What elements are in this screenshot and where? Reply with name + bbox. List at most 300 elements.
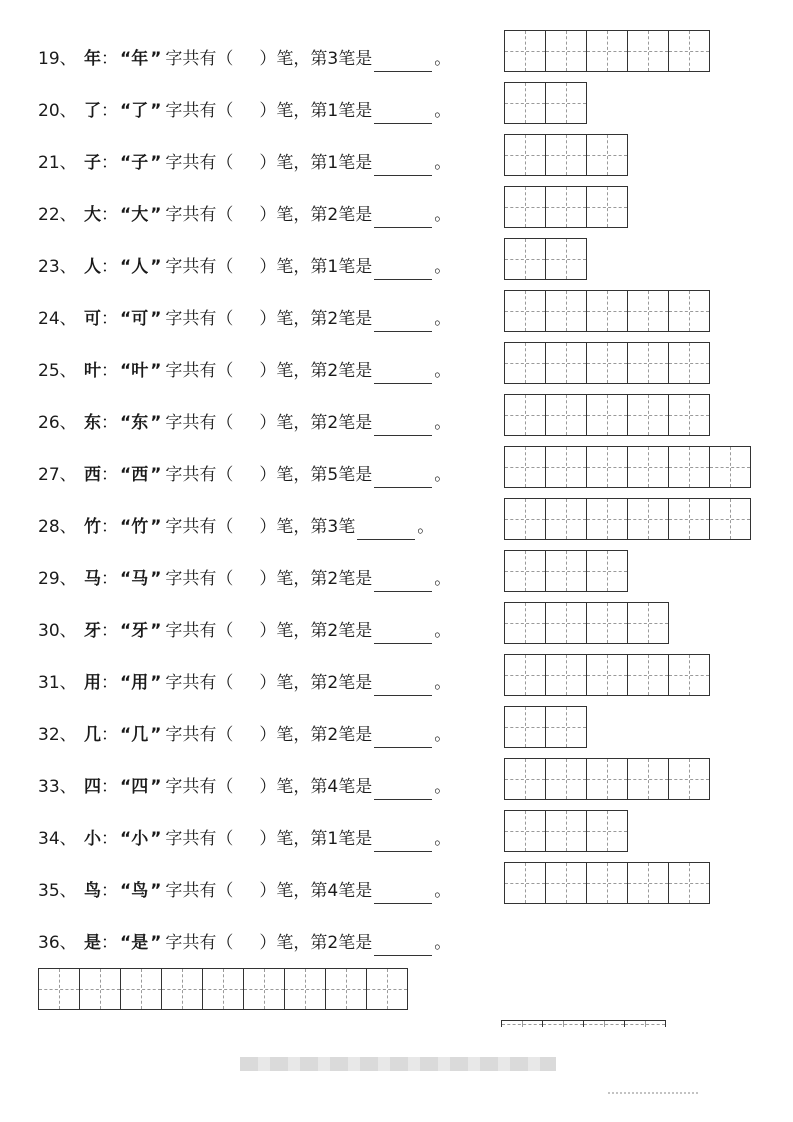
question-number: 22、 — [38, 205, 77, 225]
question-row — [38, 618, 451, 644]
period: 。 — [434, 101, 452, 121]
stroke-answer-blank[interactable] — [374, 625, 432, 644]
open-quote: “ — [120, 49, 132, 69]
question-row — [38, 306, 451, 332]
colon: ： — [101, 725, 118, 745]
period: 。 — [434, 413, 452, 433]
grid-cell[interactable] — [505, 655, 546, 695]
grid-cell[interactable] — [669, 499, 710, 539]
close-quote: ” — [150, 205, 162, 225]
stroke-answer-blank[interactable] — [374, 417, 432, 436]
quoted-character: 可 — [131, 309, 149, 329]
grid-cell[interactable] — [244, 969, 285, 1009]
open-quote: “ — [120, 309, 132, 329]
grid-cell[interactable] — [326, 969, 367, 1009]
colon: ： — [101, 257, 118, 277]
open-quote: “ — [120, 257, 132, 277]
open-quote: “ — [120, 673, 132, 693]
question-number: 25、 — [38, 361, 77, 381]
target-character: 竹 — [84, 517, 101, 537]
blurred-footer-watermark — [240, 1057, 556, 1071]
stroke-count-suffix: ）笔， — [259, 933, 311, 953]
grid-cell[interactable] — [587, 603, 628, 643]
cropped-writing-grid — [501, 1020, 666, 1027]
stroke-count-suffix: ）笔， — [259, 257, 311, 277]
open-quote: “ — [120, 101, 132, 121]
grid-cell — [543, 1021, 584, 1027]
stroke-order-prompt: 第3笔是 — [310, 49, 373, 69]
grid-cell[interactable] — [546, 811, 587, 851]
grid-cell[interactable] — [546, 343, 587, 383]
colon: ： — [101, 569, 118, 589]
question-row — [38, 202, 451, 228]
grid-cell[interactable] — [628, 447, 669, 487]
colon: ： — [101, 777, 118, 797]
grid-cell — [584, 1021, 625, 1027]
stroke-count-suffix: ）笔， — [259, 517, 311, 537]
close-quote: ” — [150, 49, 162, 69]
grid-cell[interactable] — [669, 291, 710, 331]
stroke-count-suffix: ）笔， — [259, 205, 311, 225]
stroke-answer-blank[interactable] — [374, 937, 432, 956]
grid-cell[interactable] — [710, 447, 751, 487]
open-quote: “ — [120, 777, 132, 797]
grid-cell[interactable] — [628, 395, 669, 435]
open-quote: “ — [120, 569, 132, 589]
grid-cell[interactable] — [367, 969, 408, 1009]
stroke-count-prompt: 字共有（ — [165, 309, 234, 329]
question-row — [38, 878, 451, 904]
stroke-answer-blank[interactable] — [374, 53, 432, 72]
colon: ： — [101, 465, 118, 485]
stroke-count-prompt: 字共有（ — [165, 465, 234, 485]
open-quote: “ — [120, 361, 132, 381]
writing-grid[interactable] — [504, 394, 710, 436]
stroke-answer-blank[interactable] — [374, 781, 432, 800]
grid-cell[interactable] — [546, 239, 587, 279]
period: 。 — [434, 257, 452, 277]
stroke-count-prompt: 字共有（ — [165, 569, 234, 589]
quoted-character: 西 — [131, 465, 149, 485]
grid-cell[interactable] — [546, 135, 587, 175]
close-quote: ” — [150, 257, 162, 277]
grid-cell[interactable] — [587, 31, 628, 71]
question-number: 31、 — [38, 673, 77, 693]
open-quote: “ — [120, 725, 132, 745]
grid-cell[interactable] — [587, 447, 628, 487]
grid-cell[interactable] — [546, 499, 587, 539]
question-row — [38, 462, 451, 488]
grid-cell[interactable] — [505, 603, 546, 643]
stroke-count-suffix: ）笔， — [259, 673, 311, 693]
grid-cell[interactable] — [505, 239, 546, 279]
grid-cell[interactable] — [587, 759, 628, 799]
period: 。 — [417, 517, 435, 537]
open-quote: “ — [120, 465, 132, 485]
grid-cell[interactable] — [546, 291, 587, 331]
grid-cell[interactable] — [505, 395, 546, 435]
writing-grid[interactable] — [504, 550, 628, 592]
close-quote: ” — [150, 725, 162, 745]
grid-cell[interactable] — [203, 969, 244, 1009]
stroke-order-prompt: 第4笔是 — [310, 777, 373, 797]
period: 。 — [434, 49, 452, 69]
quoted-character: 竹 — [131, 517, 149, 537]
grid-cell[interactable] — [669, 863, 710, 903]
grid-cell[interactable] — [587, 655, 628, 695]
open-quote: “ — [120, 829, 132, 849]
writing-grid[interactable] — [504, 30, 710, 72]
colon: ： — [101, 205, 118, 225]
grid-cell[interactable] — [505, 811, 546, 851]
grid-cell[interactable] — [587, 863, 628, 903]
grid-cell[interactable] — [669, 31, 710, 71]
stroke-answer-blank[interactable] — [357, 521, 415, 540]
close-quote: ” — [150, 517, 162, 537]
question-row — [38, 670, 451, 696]
stroke-order-prompt: 第2笔是 — [310, 621, 373, 641]
stroke-count-prompt: 字共有（ — [165, 829, 234, 849]
question-number: 36、 — [38, 933, 77, 953]
period: 。 — [434, 361, 452, 381]
grid-cell — [625, 1021, 666, 1027]
colon: ： — [101, 621, 118, 641]
target-character: 年 — [84, 49, 101, 69]
stroke-count-suffix: ）笔， — [259, 309, 311, 329]
quoted-character: 人 — [131, 257, 149, 277]
open-quote: “ — [120, 621, 132, 641]
target-character: 大 — [84, 205, 101, 225]
period: 。 — [434, 569, 452, 589]
question-number: 21、 — [38, 153, 77, 173]
grid-cell[interactable] — [546, 707, 587, 747]
question-row — [38, 410, 451, 436]
period: 。 — [434, 829, 452, 849]
stroke-order-prompt: 第2笔是 — [310, 413, 373, 433]
grid-cell[interactable] — [669, 759, 710, 799]
grid-cell[interactable] — [505, 343, 546, 383]
stroke-count-suffix: ）笔， — [259, 881, 311, 901]
grid-cell[interactable] — [546, 655, 587, 695]
stroke-answer-blank[interactable] — [374, 885, 432, 904]
stroke-answer-blank[interactable] — [374, 833, 432, 852]
period: 。 — [434, 309, 452, 329]
close-quote: ” — [150, 153, 162, 173]
writing-grid[interactable] — [38, 968, 408, 1010]
grid-cell[interactable] — [628, 31, 669, 71]
writing-grid[interactable] — [504, 446, 751, 488]
grid-cell[interactable] — [39, 969, 80, 1009]
grid-cell[interactable] — [628, 499, 669, 539]
stroke-count-prompt: 字共有（ — [165, 257, 234, 277]
period: 。 — [434, 673, 452, 693]
grid-cell[interactable] — [628, 343, 669, 383]
target-character: 子 — [84, 153, 101, 173]
grid-cell[interactable] — [505, 863, 546, 903]
grid-cell[interactable] — [505, 135, 546, 175]
stroke-answer-blank[interactable] — [374, 157, 432, 176]
grid-cell[interactable] — [121, 969, 162, 1009]
stroke-count-suffix: ）笔， — [259, 621, 311, 641]
stroke-count-suffix: ）笔， — [259, 829, 311, 849]
stroke-answer-blank[interactable] — [374, 313, 432, 332]
writing-grid[interactable] — [504, 602, 669, 644]
faint-page-mark — [608, 1092, 698, 1102]
stroke-count-suffix: ）笔， — [259, 777, 311, 797]
colon: ： — [101, 49, 118, 69]
close-quote: ” — [150, 413, 162, 433]
stroke-answer-blank[interactable] — [374, 729, 432, 748]
stroke-count-suffix: ）笔， — [259, 49, 311, 69]
stroke-count-prompt: 字共有（ — [165, 933, 234, 953]
grid-cell[interactable] — [505, 291, 546, 331]
target-character: 叶 — [84, 361, 101, 381]
grid-cell[interactable] — [628, 603, 669, 643]
question-number: 24、 — [38, 309, 77, 329]
close-quote: ” — [150, 465, 162, 485]
stroke-count-prompt: 字共有（ — [165, 673, 234, 693]
target-character: 可 — [84, 309, 101, 329]
colon: ： — [101, 101, 118, 121]
quoted-character: 年 — [131, 49, 149, 69]
grid-cell[interactable] — [628, 655, 669, 695]
grid-cell[interactable] — [587, 135, 628, 175]
stroke-answer-blank[interactable] — [374, 365, 432, 384]
question-number: 28、 — [38, 517, 77, 537]
target-character: 几 — [84, 725, 101, 745]
stroke-count-prompt: 字共有（ — [165, 413, 234, 433]
stroke-order-prompt: 第2笔是 — [310, 933, 373, 953]
grid-cell[interactable] — [587, 551, 628, 591]
quoted-character: 马 — [131, 569, 149, 589]
stroke-count-prompt: 字共有（ — [165, 361, 234, 381]
grid-cell[interactable] — [710, 499, 751, 539]
question-row — [38, 358, 451, 384]
grid-cell[interactable] — [587, 811, 628, 851]
open-quote: “ — [120, 881, 132, 901]
stroke-answer-blank[interactable] — [374, 105, 432, 124]
grid-cell[interactable] — [505, 447, 546, 487]
writing-grid[interactable] — [504, 758, 710, 800]
grid-cell[interactable] — [80, 969, 121, 1009]
grid-cell[interactable] — [505, 759, 546, 799]
target-character: 鸟 — [84, 881, 101, 901]
question-number: 32、 — [38, 725, 77, 745]
grid-cell[interactable] — [505, 707, 546, 747]
stroke-order-prompt: 第3笔 — [310, 517, 356, 537]
grid-cell[interactable] — [669, 655, 710, 695]
writing-grid[interactable] — [504, 82, 587, 124]
stroke-order-prompt: 第4笔是 — [310, 881, 373, 901]
quoted-character: 是 — [131, 933, 149, 953]
grid-cell[interactable] — [669, 343, 710, 383]
stroke-order-prompt: 第2笔是 — [310, 569, 373, 589]
period: 。 — [434, 933, 452, 953]
stroke-answer-blank[interactable] — [374, 469, 432, 488]
close-quote: ” — [150, 673, 162, 693]
grid-cell[interactable] — [587, 395, 628, 435]
grid-cell[interactable] — [505, 83, 546, 123]
question-number: 33、 — [38, 777, 77, 797]
grid-cell[interactable] — [546, 83, 587, 123]
target-character: 是 — [84, 933, 101, 953]
quoted-character: 小 — [131, 829, 149, 849]
quoted-character: 鸟 — [131, 881, 149, 901]
period: 。 — [434, 621, 452, 641]
colon: ： — [101, 517, 118, 537]
grid-cell[interactable] — [505, 31, 546, 71]
stroke-count-suffix: ）笔， — [259, 101, 311, 121]
grid-cell[interactable] — [546, 447, 587, 487]
writing-grid[interactable] — [504, 498, 751, 540]
stroke-count-prompt: 字共有（ — [165, 881, 234, 901]
grid-cell[interactable] — [546, 551, 587, 591]
close-quote: ” — [150, 829, 162, 849]
question-number: 27、 — [38, 465, 77, 485]
stroke-count-prompt: 字共有（ — [165, 205, 234, 225]
stroke-count-suffix: ）笔， — [259, 465, 311, 485]
question-number: 35、 — [38, 881, 77, 901]
close-quote: ” — [150, 101, 162, 121]
stroke-order-prompt: 第2笔是 — [310, 725, 373, 745]
target-character: 牙 — [84, 621, 101, 641]
grid-cell[interactable] — [505, 499, 546, 539]
quoted-character: 东 — [131, 413, 149, 433]
grid-cell — [502, 1021, 543, 1027]
grid-cell[interactable] — [628, 291, 669, 331]
target-character: 四 — [84, 777, 101, 797]
stroke-order-prompt: 第1笔是 — [310, 829, 373, 849]
question-row — [38, 722, 451, 748]
colon: ： — [101, 673, 118, 693]
question-number: 29、 — [38, 569, 77, 589]
writing-grid[interactable] — [504, 134, 628, 176]
stroke-count-prompt: 字共有（ — [165, 777, 234, 797]
stroke-count-suffix: ）笔， — [259, 153, 311, 173]
question-number: 19、 — [38, 49, 77, 69]
grid-cell[interactable] — [587, 291, 628, 331]
stroke-count-prompt: 字共有（ — [165, 49, 234, 69]
quoted-character: 几 — [131, 725, 149, 745]
target-character: 了 — [84, 101, 101, 121]
grid-cell[interactable] — [587, 187, 628, 227]
target-character: 人 — [84, 257, 101, 277]
stroke-count-prompt: 字共有（ — [165, 621, 234, 641]
colon: ： — [101, 153, 118, 173]
question-row — [38, 150, 451, 176]
question-row — [38, 254, 451, 280]
period: 。 — [434, 777, 452, 797]
grid-cell[interactable] — [587, 343, 628, 383]
quoted-character: 叶 — [131, 361, 149, 381]
colon: ： — [101, 361, 118, 381]
open-quote: “ — [120, 413, 132, 433]
quoted-character: 牙 — [131, 621, 149, 641]
quoted-character: 用 — [131, 673, 149, 693]
question-number: 30、 — [38, 621, 77, 641]
target-character: 西 — [84, 465, 101, 485]
writing-grid[interactable] — [504, 862, 710, 904]
question-number: 26、 — [38, 413, 77, 433]
grid-cell[interactable] — [587, 499, 628, 539]
stroke-order-prompt: 第2笔是 — [310, 361, 373, 381]
target-character: 小 — [84, 829, 101, 849]
period: 。 — [434, 465, 452, 485]
writing-grid[interactable] — [504, 654, 710, 696]
writing-grid[interactable] — [504, 238, 587, 280]
writing-grid[interactable] — [504, 810, 628, 852]
stroke-answer-blank[interactable] — [374, 209, 432, 228]
question-row — [38, 46, 451, 72]
grid-cell[interactable] — [505, 187, 546, 227]
grid-cell[interactable] — [669, 395, 710, 435]
grid-cell[interactable] — [669, 447, 710, 487]
grid-cell[interactable] — [546, 187, 587, 227]
quoted-character: 子 — [131, 153, 149, 173]
question-row — [38, 566, 451, 592]
grid-cell[interactable] — [546, 395, 587, 435]
writing-grid[interactable] — [504, 186, 628, 228]
stroke-count-prompt: 字共有（ — [165, 517, 234, 537]
stroke-answer-blank[interactable] — [374, 261, 432, 280]
grid-cell[interactable] — [628, 863, 669, 903]
stroke-order-prompt: 第2笔是 — [310, 673, 373, 693]
target-character: 马 — [84, 569, 101, 589]
stroke-count-suffix: ）笔， — [259, 361, 311, 381]
grid-cell[interactable] — [546, 863, 587, 903]
close-quote: ” — [150, 569, 162, 589]
question-row — [38, 98, 451, 124]
question-row — [38, 826, 451, 852]
colon: ： — [101, 309, 118, 329]
grid-cell[interactable] — [162, 969, 203, 1009]
stroke-order-prompt: 第1笔是 — [310, 257, 373, 277]
quoted-character: 四 — [131, 777, 149, 797]
target-character: 东 — [84, 413, 101, 433]
stroke-order-prompt: 第1笔是 — [310, 101, 373, 121]
colon: ： — [101, 413, 118, 433]
close-quote: ” — [150, 933, 162, 953]
grid-cell[interactable] — [546, 759, 587, 799]
question-row — [38, 930, 451, 956]
writing-grid[interactable] — [504, 342, 710, 384]
stroke-count-suffix: ）笔， — [259, 413, 311, 433]
close-quote: ” — [150, 881, 162, 901]
grid-cell[interactable] — [285, 969, 326, 1009]
grid-cell[interactable] — [546, 603, 587, 643]
quoted-character: 了 — [131, 101, 149, 121]
colon: ： — [101, 829, 118, 849]
open-quote: “ — [120, 933, 132, 953]
period: 。 — [434, 881, 452, 901]
question-number: 23、 — [38, 257, 77, 277]
grid-cell[interactable] — [628, 759, 669, 799]
writing-grid[interactable] — [504, 706, 587, 748]
stroke-answer-blank[interactable] — [374, 573, 432, 592]
stroke-order-prompt: 第2笔是 — [310, 205, 373, 225]
grid-cell[interactable] — [505, 551, 546, 591]
writing-grid[interactable] — [504, 290, 710, 332]
stroke-order-prompt: 第5笔是 — [310, 465, 373, 485]
colon: ： — [101, 933, 118, 953]
close-quote: ” — [150, 309, 162, 329]
stroke-count-suffix: ）笔， — [259, 725, 311, 745]
stroke-answer-blank[interactable] — [374, 677, 432, 696]
question-number: 34、 — [38, 829, 77, 849]
quoted-character: 大 — [131, 205, 149, 225]
grid-cell[interactable] — [546, 31, 587, 71]
period: 。 — [434, 205, 452, 225]
